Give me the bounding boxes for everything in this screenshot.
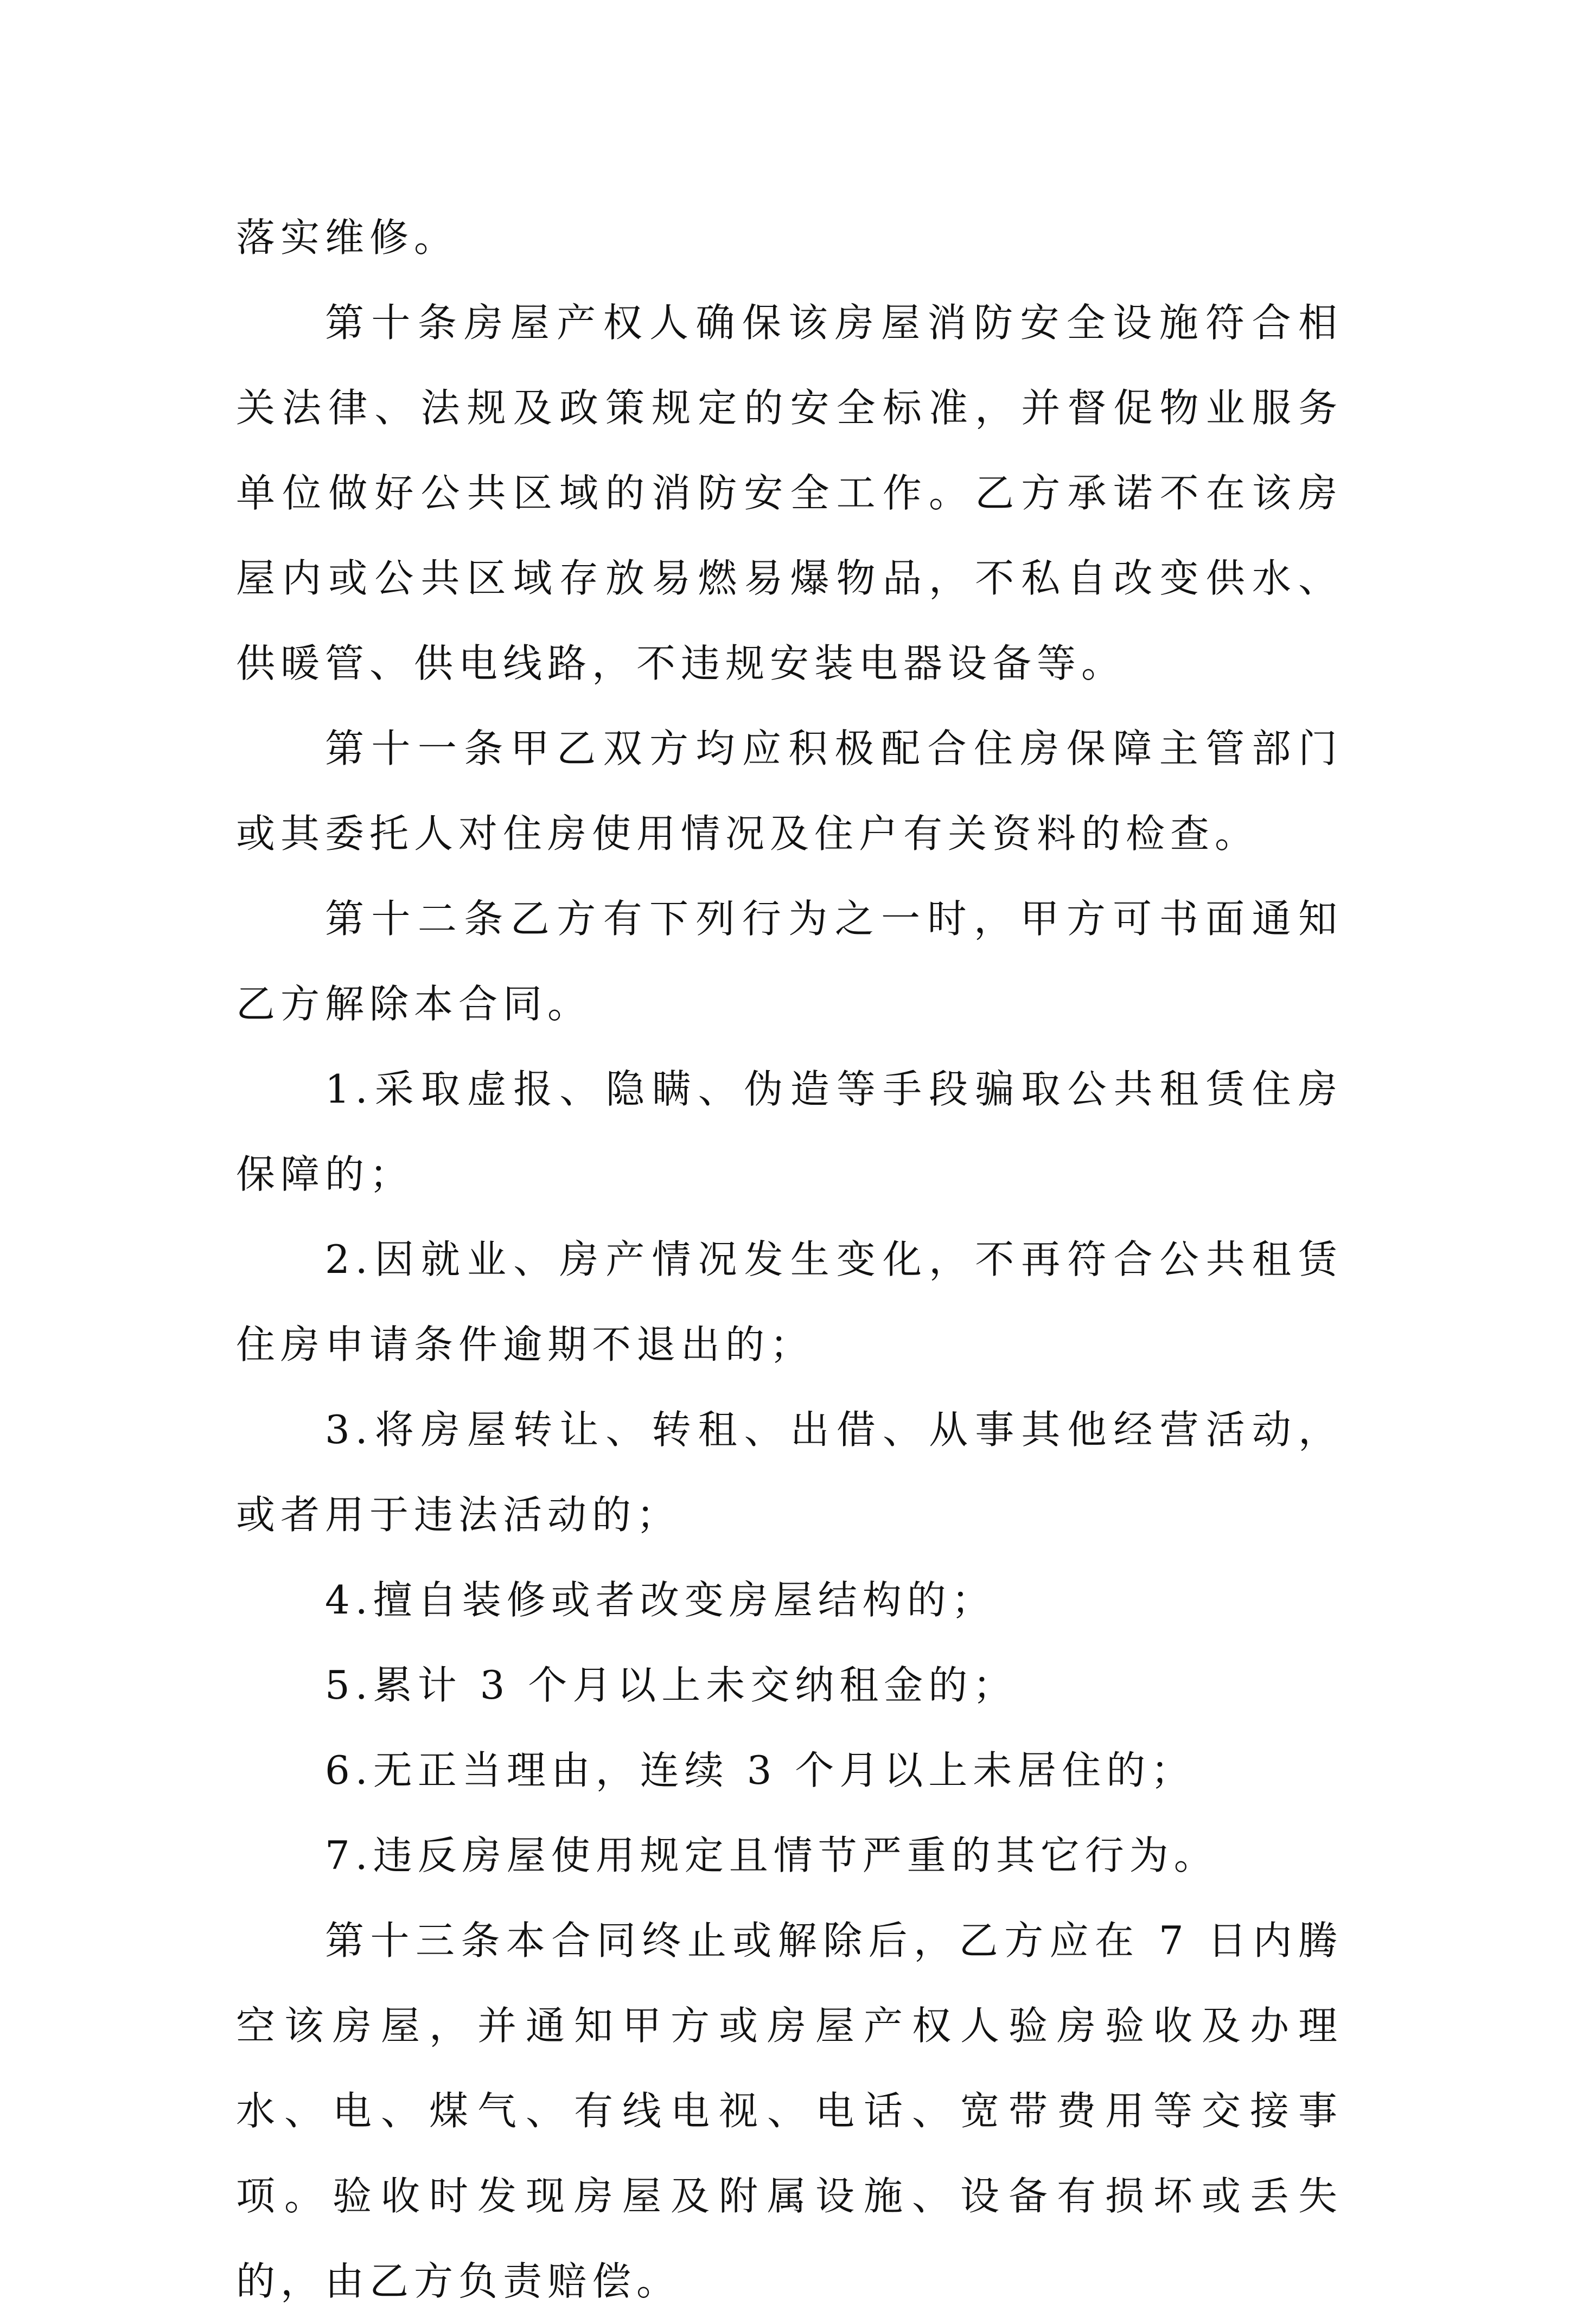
list-item-3: 3.将房屋转让、转租、出借、从事其他经营活动，或者用于违法活动的； xyxy=(236,1407,1343,1538)
paragraph-article-11: 第十一条甲乙双方均应积极配合住房保障主管部门或其委托人对住房使用情况及住户有关资料的检查。 xyxy=(236,726,1343,856)
paragraph-continuation: 落实维修。 xyxy=(236,215,459,260)
list-item-1: 1.采取虚报、隐瞒、伪造等手段骗取公共租赁住房保障的； xyxy=(236,1066,1343,1197)
list-item-2: 2.因就业、房产情况发生变化，不再符合公共租赁住房申请条件逾期不退出的； xyxy=(236,1237,1343,1367)
paragraph-article-12: 第十二条乙方有下列行为之一时，甲方可书面通知乙方解除本合同。 xyxy=(236,896,1343,1027)
paragraph-article-10: 第十条房屋产权人确保该房屋消防安全设施符合相关法律、法规及政策规定的安全标准，并督促物业服务单位做好公共区域的消防安全工作。乙方承诺不在该房屋内或公共区域存放易燃易爆物品，不私自改变供水、供暖管、供电线路，不违规安装电器设备等。 xyxy=(236,300,1343,686)
list-item-6: 6.无正当理由，连续 3 个月以上未居住的； xyxy=(325,1747,1196,1793)
paragraph-article-13: 第十三条本合同终止或解除后，乙方应在 7 日内腾空该房屋，并通知甲方或房屋产权人验房验收及办理水、电、煤气、有线电视、电话、宽带费用等交接事项。验收时发现房屋及附属设施、设备有损坏或丢失的，由乙方负责赔偿。 xyxy=(236,1918,1343,2304)
list-item-5: 5.累计 3 个月以上未交纳租金的； xyxy=(325,1662,1018,1708)
list-item-7: 7.违反房屋使用规定且情节严重的其它行为。 xyxy=(325,1833,1218,1878)
document-body xyxy=(236,195,1343,2324)
list-item-4: 4.擅自装修或者改变房屋结构的； xyxy=(325,1577,996,1623)
